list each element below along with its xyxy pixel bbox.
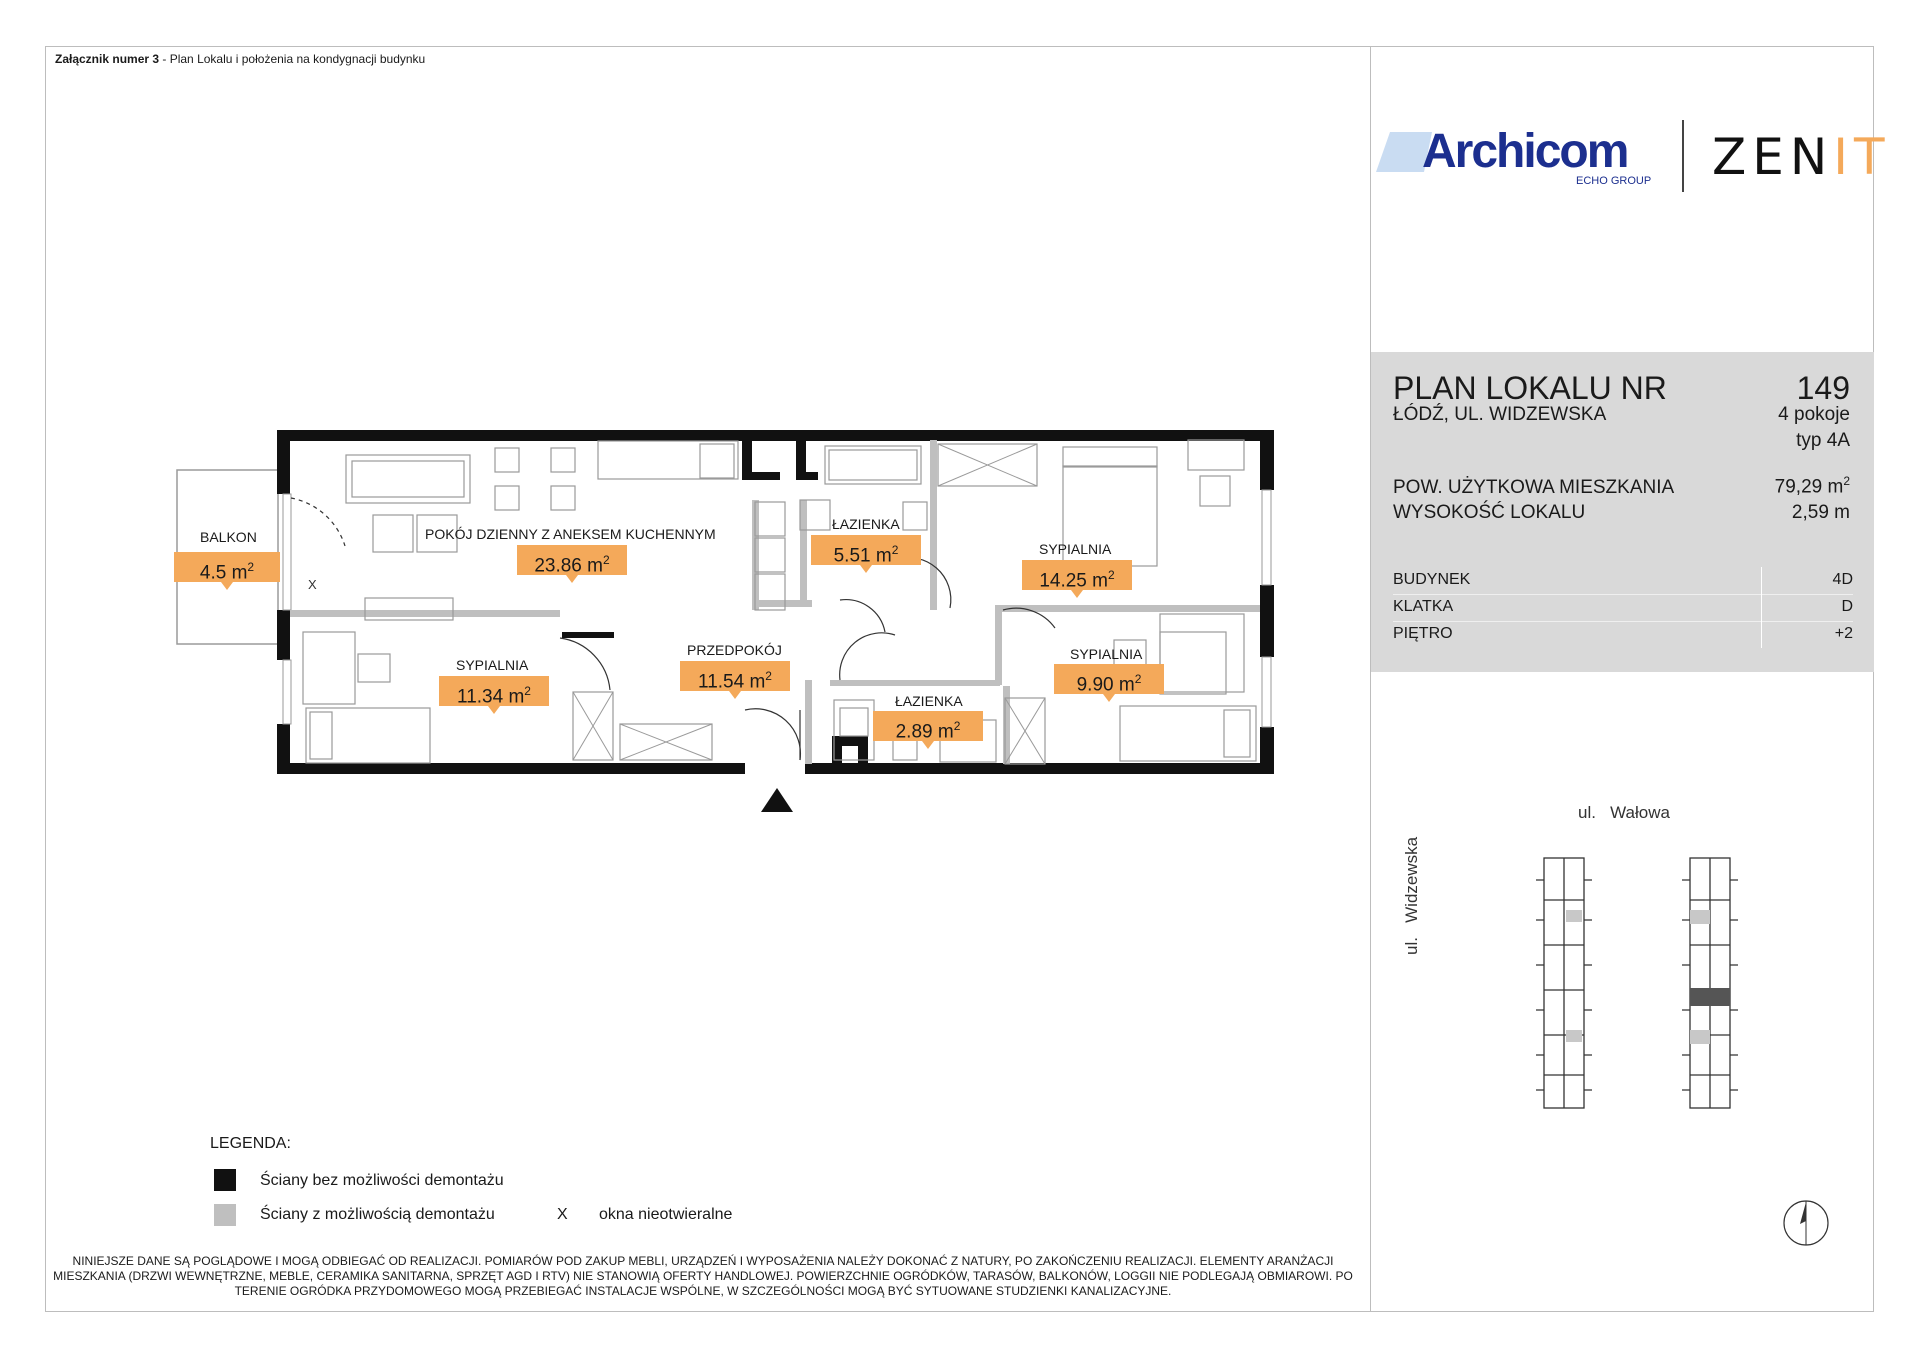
plan-address: ŁÓDŹ, UL. WIDZEWSKA: [1393, 404, 1607, 425]
plan-number: 149: [1796, 370, 1850, 406]
brand-logos: [1376, 120, 1891, 200]
zenit-logo-right: IT: [1833, 128, 1891, 186]
rooms-count: 4 pokoje: [1778, 404, 1850, 425]
area-tag-bed2: 11.34 $m^2$: [439, 676, 549, 706]
floor-plan: [0, 0, 1370, 830]
legend-demountable-walls: Ściany z możliwością demontażu: [260, 1206, 495, 1223]
height-value: 2,59 m: [1791, 502, 1850, 523]
room-name-bed2: SYPIALNIA: [456, 657, 529, 673]
fixed-window-mark: X: [308, 577, 317, 592]
disclaimer: NINIEJSZE DANE SĄ POGLĄDOWE I MOGĄ ODBIEGAĆ OD REALIZACJI. POMIARÓW POD ZAKUP MEBLI, URZĄDZEŃ I WYPOSAŻENIA NALEŻY DOKONAĆ Z NATURY, PO ZAKOŃCZENIU REALIZACJI. ELEMENTY ARANŻACJI MIESZKANIA (DRZWI WEWNĘTRZNE, MEBLE, CERAMIKA SANITARNA, SPRZĘT AGD I RTV) NIE STANOWIĄ OFERTY HANDLOWEJ. POWIERZCHNIE OGRÓDKÓW, TARASÓW, BALKONÓW, LOGGII NIE PODLEGAJĄ OBMIAROWI. PO TERENIE OGRÓDKA PRZYDOMOWEGO MOGĄ PRZEBIEGAĆ INSTALACJE WSPÓLNE, W SZCZEGÓLNOŚCI MOGĄ BYĆ SYTUOWANE STUDZIENKI KANALIZACYJNE.: [53, 1254, 1353, 1298]
room-name-balkon: BALKON: [200, 529, 257, 545]
panel-divider: [1370, 46, 1371, 1312]
legend-x-mark: X: [557, 1206, 568, 1223]
room-name-living: POKÓJ DZIENNY Z ANEKSEM KUCHENNYM: [425, 526, 716, 542]
height-label: WYSOKOŚĆ LOKALU: [1393, 502, 1586, 523]
street-walowa: ul. Wałowa: [1578, 803, 1670, 822]
logo-separator: [1682, 120, 1684, 192]
area-tag-bath2: 2.89 $m^2$: [873, 711, 983, 741]
zenit-logo-left: ZEN: [1712, 128, 1834, 186]
area-tag-bed1: 14.25 $m^2$: [1022, 560, 1132, 590]
info-row-floor: PIĘTRO +2: [1393, 621, 1853, 648]
legend-fixed-walls: Ściany bez możliwości demontażu: [260, 1172, 504, 1189]
attachment-description: - Plan Lokalu i położenia na kondygnacji budynku: [159, 52, 426, 66]
area-tag-balkon: 4.5 $m^2$: [174, 552, 280, 582]
area-tag-hall: 11.54 $m^2$: [680, 661, 790, 691]
archicom-logo-text: Archicom: [1422, 125, 1628, 178]
street-widzewska: ul. Widzewska: [1402, 836, 1421, 955]
zenit-logo: [1712, 128, 1891, 186]
area-tag-bath1: 5.51 $m^2$: [811, 535, 921, 565]
area-label: POW. UŻYTKOWA MIESZKANIA: [1393, 477, 1675, 498]
building-location-plan: [1530, 850, 1750, 1110]
apartment-location-highlight: [1690, 988, 1730, 1006]
legend-fixed-windows: okna nieotwieralne: [599, 1206, 733, 1223]
legend-swatch-fixed: [214, 1169, 236, 1191]
room-name-bed3: SYPIALNIA: [1070, 646, 1143, 662]
attachment-number: Załącznik numer 3: [55, 52, 160, 66]
apartment-type: typ 4A: [1796, 430, 1850, 451]
room-name-bath1: ŁAZIENKA: [832, 516, 900, 532]
north-arrow-icon: [1781, 1198, 1831, 1248]
legend-title: LEGENDA:: [210, 1135, 291, 1152]
area-tag-bed3: 9.90 $m^2$: [1054, 664, 1164, 694]
legend-swatch-demountable: [214, 1204, 236, 1226]
room-name-bath2: ŁAZIENKA: [895, 693, 963, 709]
archicom-group-text: ECHO GROUP: [1576, 175, 1652, 187]
plan-title: PLAN LOKALU NR: [1393, 370, 1667, 406]
area-tag-living: 23.86 $m^2$: [517, 545, 627, 575]
room-name-hall: PRZEDPOKÓJ: [687, 642, 782, 658]
room-name-bed1: SYPIALNIA: [1039, 541, 1112, 557]
area-value: 79,29 $m^2$: [1774, 474, 1850, 498]
entrance-arrow: [761, 788, 793, 812]
info-row-building: BUDYNEK 4D: [1393, 567, 1853, 595]
info-row-staircase: KLATKA D: [1393, 594, 1853, 622]
